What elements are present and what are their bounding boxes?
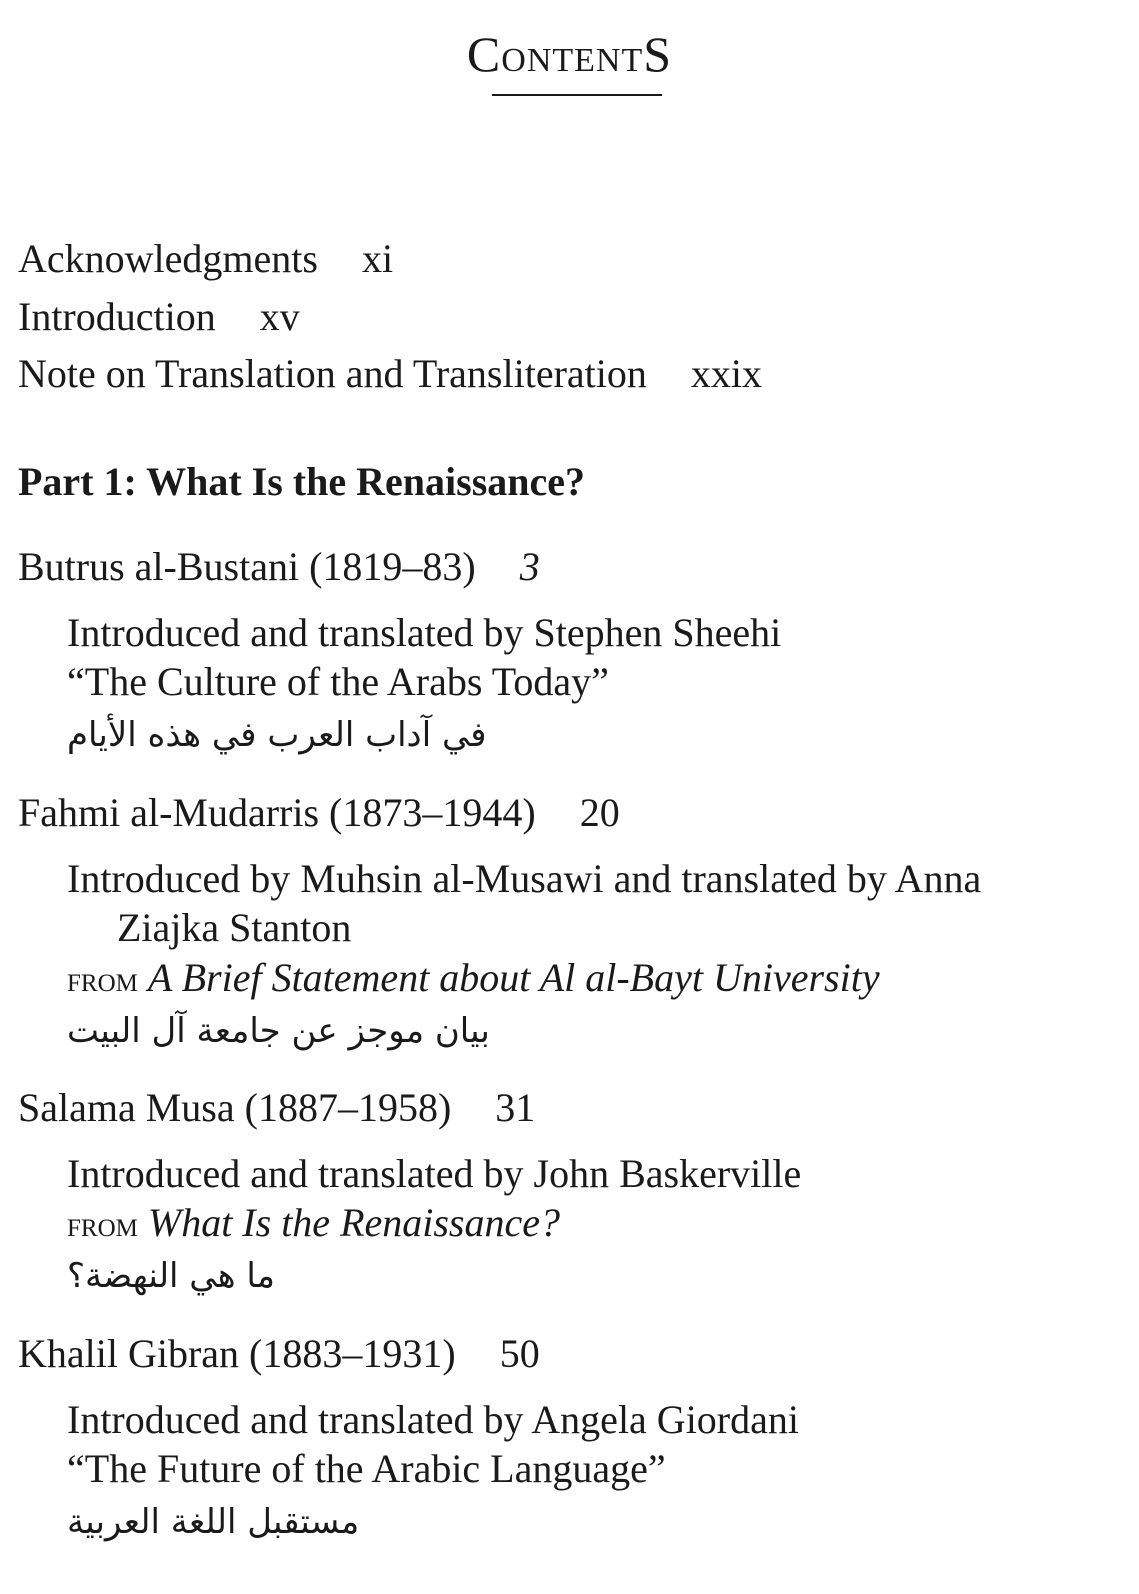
heading-rule (492, 94, 662, 96)
toc-page: xxix (690, 351, 763, 396)
toc-page: 50 (499, 1331, 540, 1376)
arabic-title: ما هي النهضة؟ (67, 1256, 275, 1296)
work-title: “The Culture of the Arabs Today” (67, 659, 609, 704)
author-name: Salama Musa (1887–1958) (18, 1085, 452, 1130)
work-title: What Is the Renaissance? (147, 1200, 561, 1245)
toc-entry-note-on-translation[interactable] (18, 350, 762, 398)
arabic-title: في آداب العرب في هذه الأيام (67, 715, 487, 755)
toc-page: 3 (519, 544, 540, 589)
toc-page: 20 (579, 790, 620, 835)
arabic-title: مستقبل اللغة العربية (67, 1502, 360, 1542)
from-label: from (67, 959, 138, 999)
heading-final: S (643, 26, 673, 82)
credit-line-continued: Ziajka Stanton (117, 905, 352, 950)
arabic-title: بيان موجز عن جامعة آل البيت (67, 1011, 490, 1051)
work-line (67, 954, 880, 1003)
part-heading: Part 1: What Is the Renaissance? (18, 459, 586, 504)
toc-title: Introduction (18, 294, 216, 339)
heading-initial: C (466, 26, 502, 82)
toc-entry-acknowledgments[interactable] (18, 235, 393, 283)
author-name: Fahmi al-Mudarris (1873–1944) (18, 790, 536, 835)
from-label: from (67, 1204, 138, 1244)
work-title: “The Future of the Arabic Language” (67, 1446, 666, 1491)
author-name: Khalil Gibran (1883–1931) (18, 1331, 456, 1376)
credit-line: Introduced and translated by John Baskerville (67, 1151, 802, 1196)
work-title: A Brief Statement about Al al-Bayt University (147, 955, 880, 1000)
toc-entry-introduction[interactable] (18, 293, 300, 341)
credit-line: Introduced and translated by Angela Giordani (67, 1397, 799, 1442)
contents-heading (0, 24, 1139, 91)
toc-entry-author[interactable] (18, 1084, 535, 1132)
author-name: Butrus al-Bustani (1819–83) (18, 544, 476, 589)
toc-page: xi (361, 236, 394, 281)
toc-title: Note on Translation and Transliteration (18, 351, 647, 396)
heading-middle: ONTENT (501, 42, 644, 79)
toc-entry-author[interactable] (18, 1330, 540, 1378)
credit-line: Introduced and translated by Stephen Sheehi (67, 610, 782, 655)
toc-page: xv (259, 294, 300, 339)
toc-page: 31 (495, 1085, 536, 1130)
toc-title: Acknowledgments (18, 236, 318, 281)
work-line (67, 1199, 560, 1248)
toc-entry-author[interactable] (18, 789, 620, 837)
credit-line: Introduced by Muhsin al-Musawi and translated by Anna (67, 856, 982, 901)
toc-entry-author[interactable] (18, 543, 540, 591)
